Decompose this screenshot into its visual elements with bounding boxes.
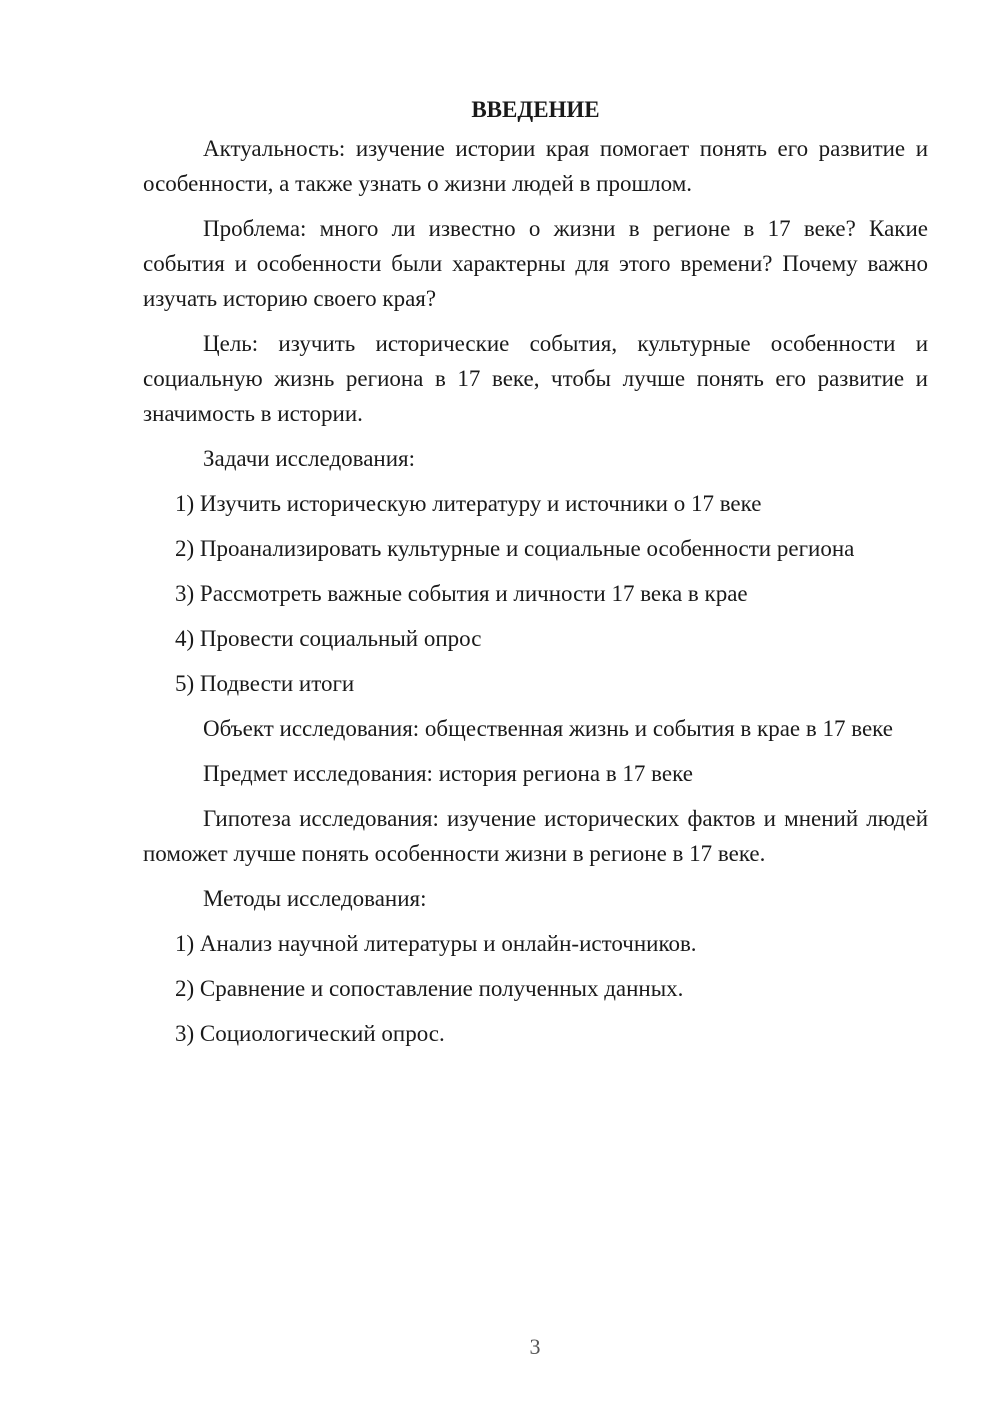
list-item: 2) Сравнение и сопоставление полученных данных. [175,976,684,1001]
paragraph-problem: Проблема: много ли известно о жизни в регионе в 17 веке? Какие события и особенности были характерны для этого времени? Почему важно изучать историю своего края? [143,216,928,311]
list-item: 3) Социологический опрос. [175,1021,445,1046]
list-item: 3) Рассмотреть важные события и личности 17 века в крае [175,581,748,606]
paragraph-object: Объект исследования: общественная жизнь и события в крае в 17 веке [203,716,893,741]
page-content [143,92,928,1061]
paragraph-methods-heading: Методы исследования: [203,886,427,911]
list-item: 2) Проанализировать культурные и социальные особенности региона [175,536,855,561]
list-item: 1) Анализ научной литературы и онлайн-источников. [175,931,697,956]
paragraph-relevance: Актуальность: изучение истории края помогает понять его развитие и особенности, а также узнать о жизни людей в прошлом. [143,136,928,196]
methods-list [143,926,928,1051]
list-item: 5) Подвести итоги [175,671,355,696]
tasks-list [143,486,928,701]
section-title: ВВЕДЕНИЕ [471,97,600,122]
page-number: 3 [529,1334,541,1359]
list-item: 1) Изучить историческую литературу и источники о 17 веке [175,491,762,516]
paragraph-goal: Цель: изучить исторические события, культурные особенности и социальную жизнь региона в 17 веке, чтобы лучше понять его развитие и значимость в истории. [143,331,928,426]
paragraph-tasks-heading: Задачи исследования: [203,446,416,471]
paragraph-hypothesis: Гипотеза исследования: изучение исторических фактов и мнений людей поможет лучше понять особенности жизни в регионе в 17 веке. [143,806,928,866]
list-item: 4) Провести социальный опрос [175,626,482,651]
paragraph-subject: Предмет исследования: история региона в 17 веке [203,761,693,786]
